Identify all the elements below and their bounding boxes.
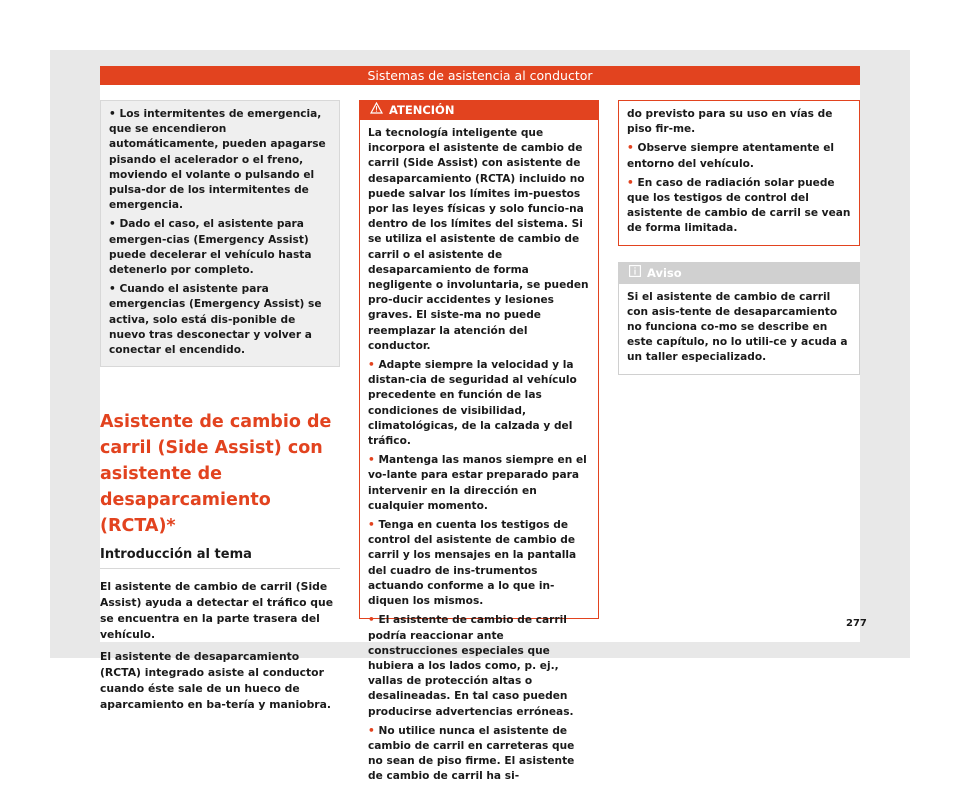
bullet-icon: •	[109, 218, 120, 231]
list-item: • Tenga en cuenta los testigos de control del asistente de cambio de carril y los mensajes en la pantalla del cuadro de ins-trumentos actuando conforme a lo que in-diquen los mismos.	[368, 519, 577, 608]
bullet-icon: •	[109, 108, 120, 120]
warning-body	[360, 120, 598, 785]
paragraph: El asistente de desaparcamiento (RCTA) integrado asiste al conductor cuando éste sale de un hueco de aparcamiento en ba-tería y maniobra.	[100, 650, 332, 712]
warning-title: ATENCIÓN	[389, 103, 455, 117]
bullet-icon: •	[368, 359, 379, 372]
list-item: • En caso de radiación solar puede que los testigos de control del asistente de cambio de carril se vean de forma limitada.	[627, 176, 851, 235]
warning-continued-box	[618, 100, 860, 246]
list-item: • Cuando el asistente para emergencias (Emergency Assist) se activa, solo está dis-ponible de nuevo tras desconectar y volver a conectar el encendido.	[109, 283, 322, 357]
info-icon	[629, 263, 641, 284]
column-middle	[359, 100, 599, 783]
column-left	[100, 100, 340, 713]
column-right	[618, 100, 860, 375]
note-title: Aviso	[647, 265, 682, 280]
warning-triangle-icon	[370, 101, 383, 120]
note-body	[619, 284, 859, 374]
continued-info-box	[100, 100, 340, 367]
warning-header	[360, 101, 598, 120]
list-item: • Mantenga las manos siempre en el vo-lante para estar preparado para intervenir en la dirección en cualquier momento.	[368, 454, 587, 512]
list-item: • Los intermitentes de emergencia, que se encendieron automáticamente, pueden apagarse pisando el acelerador o el freno, moviendo el volante o pulsando el pulsa-dor de los intermitentes de emergencia.	[109, 108, 326, 212]
list-item: • Dado el caso, el asistente para emergen-cias (Emergency Assist) puede decelerar el vehículo hasta detenerlo por completo.	[109, 218, 312, 277]
bullet-icon: •	[368, 724, 379, 737]
warning-continued-text: do previsto para su uso en vías de piso fir-me.	[627, 108, 833, 136]
bullet-icon: •	[627, 142, 638, 155]
note-header	[619, 263, 859, 284]
section-subtitle: Introducción al tema	[100, 547, 340, 569]
bullet-icon: •	[627, 176, 638, 189]
bullet-icon: •	[368, 454, 379, 467]
warning-box	[359, 100, 599, 783]
page-number: 277	[846, 618, 867, 629]
list-item: • No utilice nunca el asistente de cambio de carril en carreteras que no sean de piso firme. El asistente de cambio de carril ha si-	[368, 724, 575, 783]
chapter-header: Sistemas de asistencia al conductor	[100, 66, 860, 85]
section-title: Asistente de cambio de carril (Side Assist) con asistente de desaparcamiento (RCTA)*	[100, 412, 332, 537]
bullet-icon: •	[368, 614, 379, 627]
list-item: • El asistente de cambio de carril podría reaccionar ante construcciones especiales que hubiera a los lados como, p. ej., vallas de protección altas o desalineadas. En tal caso pueden producirse advertencias erróneas.	[368, 614, 574, 718]
bullet-icon: •	[368, 519, 379, 532]
warning-intro: La tecnología inteligente que incorpora el asistente de cambio de carril (Side Assist) con asistente de desaparcamiento (RCTA) incluido no puede salvar los límites im-puestos por las leyes físicas y solo funcio-na dentro de los límites del sistema. Si se utiliza el asistente de cambio de carril o el asistente de desaparcamiento de forma negligente o involuntaria, se pueden pro-ducir accidentes y lesiones graves. El siste-ma no puede reemplazar la atención del conductor.	[368, 127, 589, 352]
note-text: Si el asistente de cambio de carril con asis-tente de desaparcamiento no funciona co-mo se describe en este capítulo, no lo utili-ce y acuda a un taller especializado.	[627, 290, 848, 364]
paragraph: El asistente de cambio de carril (Side Assist) ayuda a detectar el tráfico que se encuentra en la parte trasera del vehículo.	[100, 580, 334, 642]
bullet-icon: •	[109, 283, 120, 296]
list-item: • Observe siempre atentamente el entorno del vehículo.	[627, 142, 835, 170]
note-box	[618, 262, 860, 375]
list-item: • Adapte siempre la velocidad y la distan-cia de seguridad al vehículo precedente en función de las condiciones de visibilidad, climatológicas, de la calzada y del tráfico.	[368, 359, 577, 448]
